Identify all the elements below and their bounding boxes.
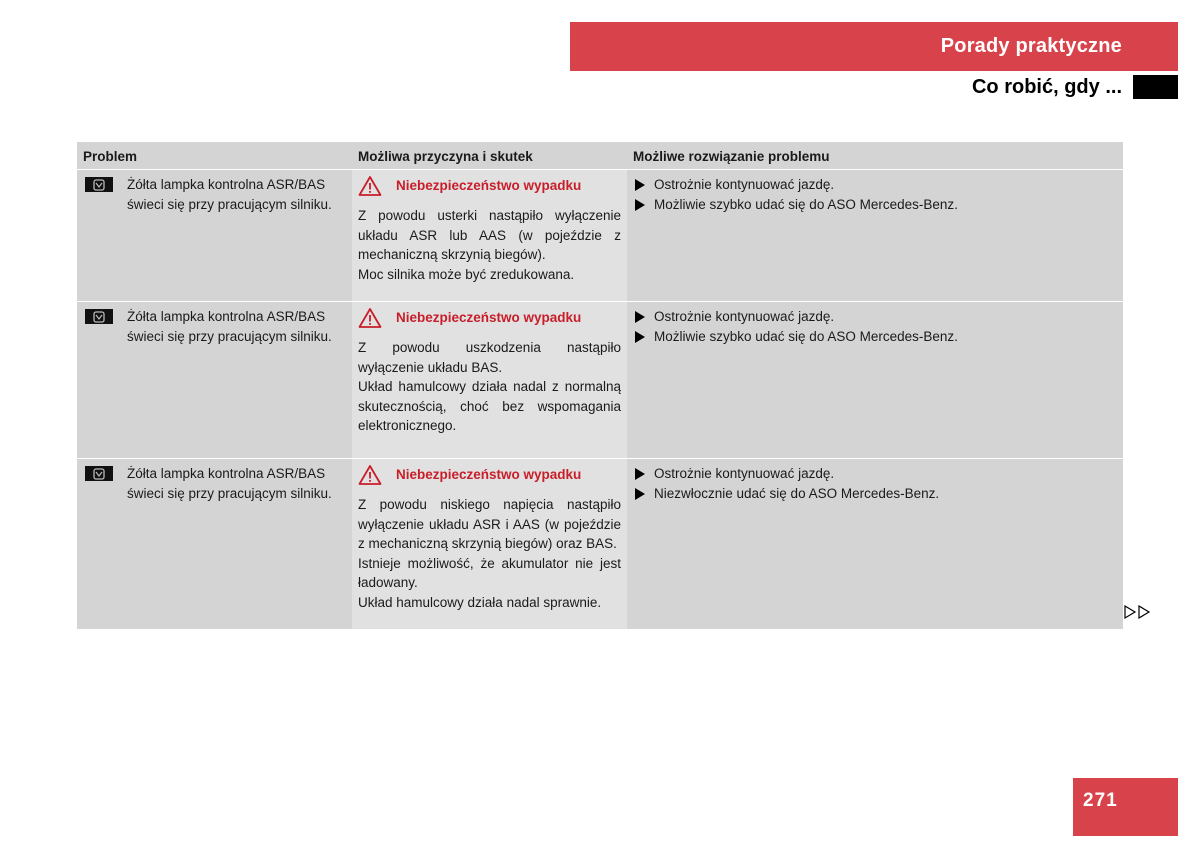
problem-text: Żółta lampka kontrolna ASR/BAS świeci się przy pracującym silniku. [127, 177, 332, 212]
solution-step [633, 327, 1117, 347]
bullet-arrow-icon [635, 488, 645, 500]
solution-text: Możliwie szybko udać się do ASO Mercedes-Benz. [654, 328, 958, 344]
bullet-arrow-icon [635, 311, 645, 323]
problem-cell [77, 459, 352, 629]
cause-cell [352, 459, 627, 629]
cause-text: Układ hamulcowy działa nadal sprawnie. [358, 594, 602, 610]
solution-step [633, 484, 1117, 504]
solution-text: Ostrożnie kontynuować jazdę. [654, 177, 835, 192]
warning-label: Niebezpieczeństwo wypadku [396, 178, 582, 194]
cause-text: Z powodu niskiego napięcia nastąpiło wyłączenie układu ASR i AAS (w pojeździe z mechaniczną skrzynią biegów) oraz BAS. [358, 497, 621, 551]
asr-warning-lamp-icon [85, 466, 113, 481]
bullet-arrow-icon [635, 468, 645, 480]
solution-step [633, 464, 1117, 484]
bullet-arrow-icon [635, 199, 645, 211]
warning-triangle-icon [358, 464, 382, 486]
troubleshooting-table [77, 142, 1123, 629]
cause-text: Moc silnika może być zredukowana. [358, 266, 575, 282]
problem-text: Żółta lampka kontrolna ASR/BAS świeci się przy pracującym silniku. [127, 309, 332, 344]
section-title: Porady praktyczne [940, 35, 1122, 57]
warning-triangle-icon [358, 175, 382, 197]
solution-text: Ostrożnie kontynuować jazdę. [654, 309, 835, 324]
column-header-cause: Możliwa przyczyna i skutek [358, 149, 533, 164]
table-row [77, 458, 1123, 629]
table-row [77, 301, 1123, 458]
continued-next-page-icon [1123, 604, 1153, 620]
solution-text: Możliwie szybko udać się do ASO Mercedes-Benz. [654, 196, 958, 212]
page-number: 271 [1073, 778, 1178, 836]
solution-step [633, 307, 1117, 327]
cause-text: Z powodu usterki nastąpiło wyłączenie układu ASR lub AAS (w pojeździe z mechaniczną skrzynią biegów). [358, 208, 621, 262]
problem-text: Żółta lampka kontrolna ASR/BAS świeci się przy pracującym silniku. [127, 466, 332, 501]
cause-cell [352, 302, 627, 458]
asr-warning-lamp-icon [85, 309, 113, 324]
solution-step [633, 195, 1117, 215]
asr-warning-lamp-icon [85, 177, 113, 192]
cause-text: Z powodu uszkodzenia nastąpiło wyłączenie układu BAS. [358, 340, 621, 375]
cause-text: Istnieje możliwość, że akumulator nie jest ładowany. [358, 555, 621, 590]
solution-step [633, 175, 1117, 195]
warning-triangle-icon [358, 307, 382, 329]
cause-cell [352, 170, 627, 301]
table-row [77, 169, 1123, 301]
column-header-problem: Problem [83, 149, 138, 164]
warning-heading [358, 464, 621, 486]
warning-label: Niebezpieczeństwo wypadku [396, 467, 582, 483]
bullet-arrow-icon [635, 331, 645, 343]
solution-text: Ostrożnie kontynuować jazdę. [654, 466, 835, 481]
problem-cell [77, 302, 352, 458]
cause-text: Układ hamulcowy działa nadal z normalną skutecznością, choć bez wspomagania elektronicznego. [358, 379, 621, 433]
table-header [77, 142, 1123, 169]
solution-cell [627, 302, 1123, 458]
solution-cell [627, 459, 1123, 629]
solution-cell [627, 170, 1123, 301]
page-subtitle: Co robić, gdy ... [971, 76, 1122, 98]
column-header-solution: Możliwe rozwiązanie problemu [633, 149, 830, 164]
warning-heading [358, 175, 621, 197]
section-title-bar [570, 22, 1178, 71]
chapter-tab [1133, 75, 1178, 99]
warning-heading [358, 307, 621, 329]
warning-label: Niebezpieczeństwo wypadku [396, 310, 582, 326]
solution-text: Niezwłocznie udać się do ASO Mercedes-Benz. [654, 485, 940, 501]
problem-cell [77, 170, 352, 301]
bullet-arrow-icon [635, 179, 645, 191]
